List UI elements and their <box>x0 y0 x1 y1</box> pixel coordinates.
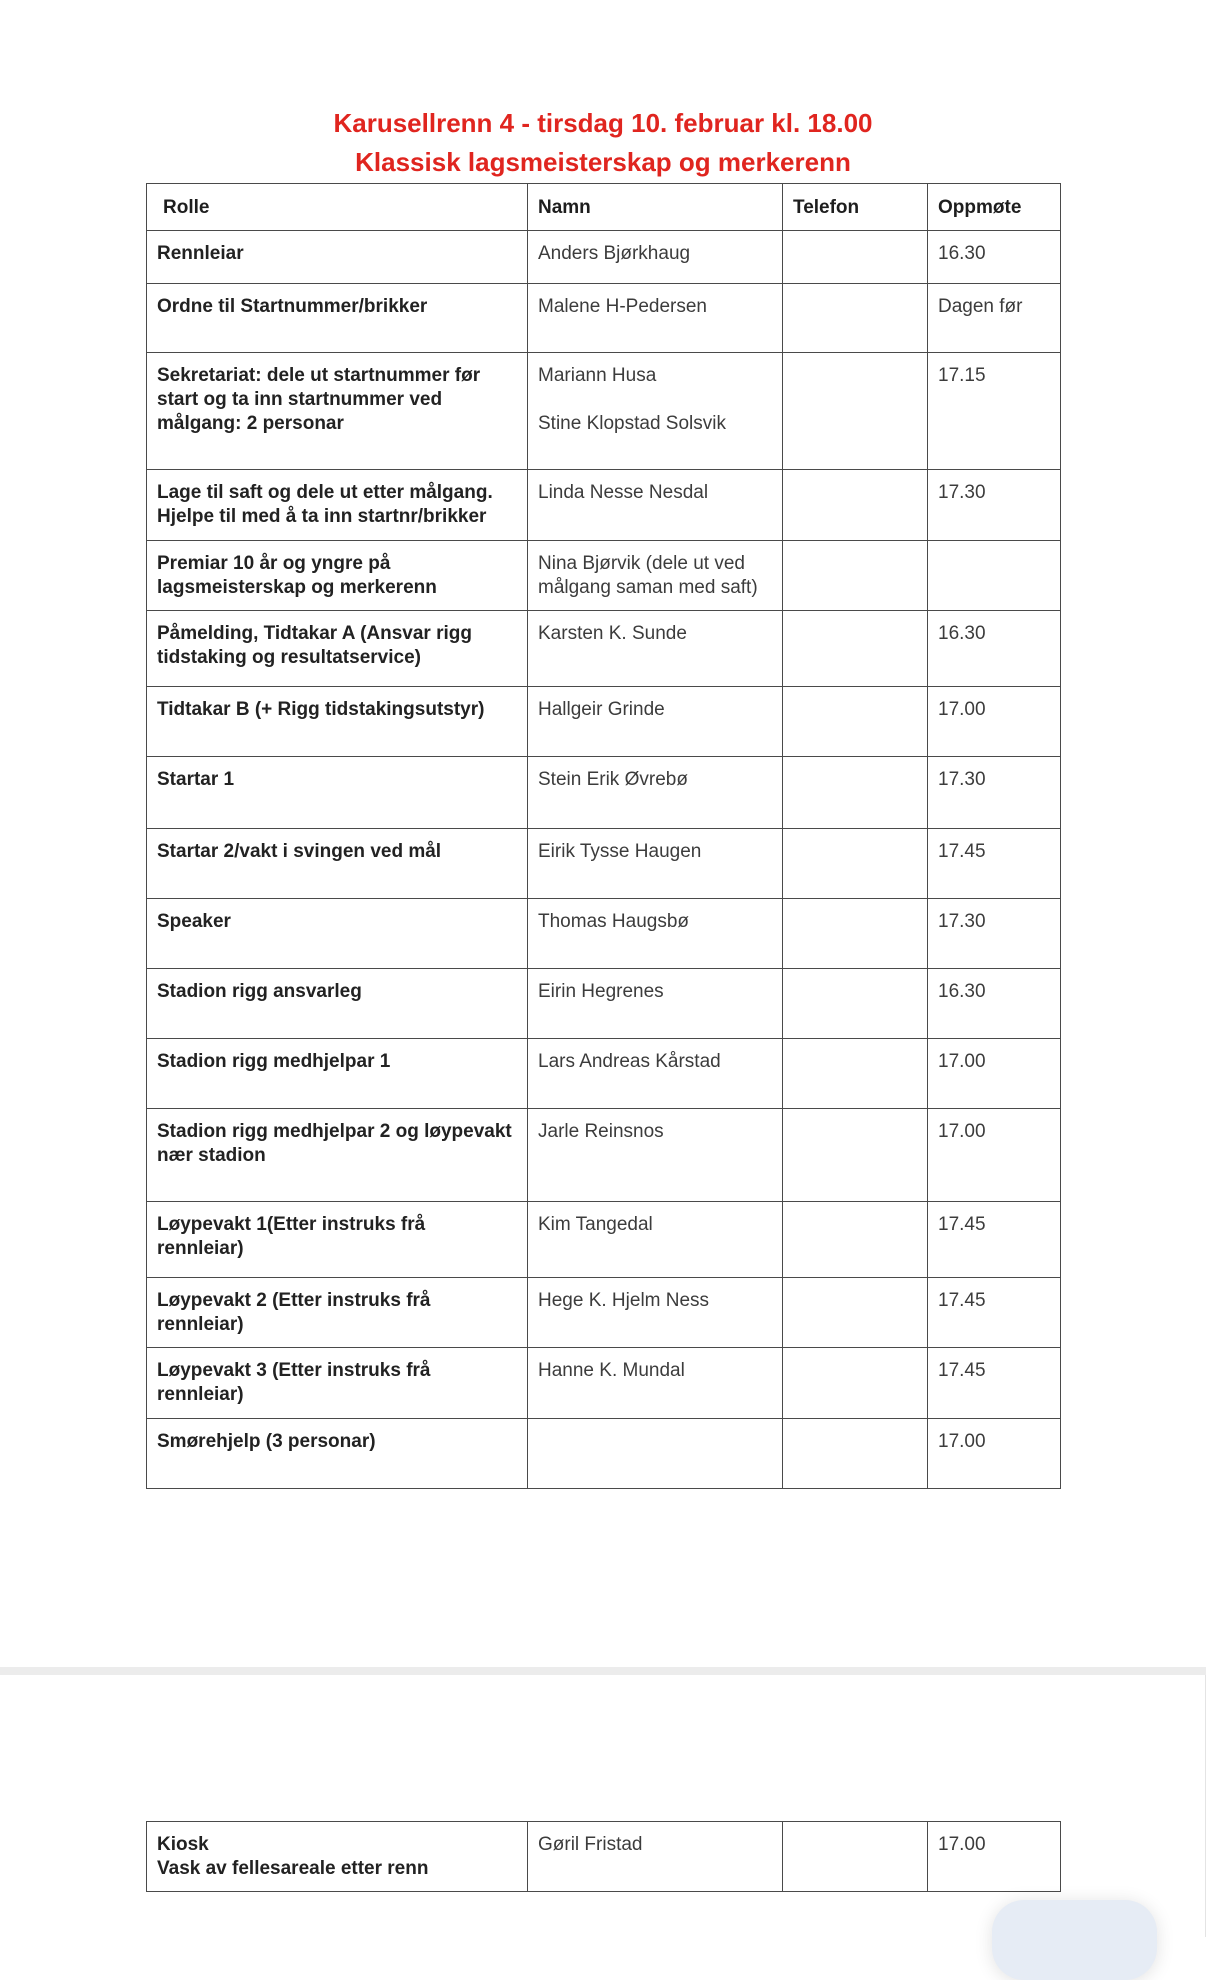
phone-cell <box>783 231 928 284</box>
role-cell: Stadion rigg medhjelpar 2 og løypevakt nær stadion <box>147 1109 528 1202</box>
table-row <box>147 1822 1061 1892</box>
table-row <box>147 1348 1061 1419</box>
role-cell: Premiar 10 år og yngre på lagsmeisterskap og merkerenn <box>147 541 528 611</box>
name-cell: Eirin Hegrenes <box>528 969 783 1039</box>
role-cell: Løypevakt 1(Etter instruks frå rennleiar) <box>147 1202 528 1278</box>
role-cell: Tidtakar B (+ Rigg tidstakingsutstyr) <box>147 687 528 757</box>
document-page-2 <box>0 1675 1206 1937</box>
phone-cell <box>783 284 928 353</box>
role-cell: Kiosk Vask av fellesareale etter renn <box>147 1822 528 1892</box>
name-cell: Kim Tangedal <box>528 1202 783 1278</box>
name-cell: Lars Andreas Kårstad <box>528 1039 783 1109</box>
phone-cell <box>783 1822 928 1892</box>
time-cell: 17.45 <box>928 1278 1061 1348</box>
role-cell: Rennleiar <box>147 231 528 284</box>
role-cell: Stadion rigg ansvarleg <box>147 969 528 1039</box>
role-cell: Startar 2/vakt i svingen ved mål <box>147 829 528 899</box>
time-cell: 17.00 <box>928 687 1061 757</box>
name-cell: Anders Bjørkhaug <box>528 231 783 284</box>
table-row <box>147 829 1061 899</box>
column-header-time: Oppmøte <box>928 184 1061 231</box>
phone-cell <box>783 353 928 470</box>
time-cell: 17.30 <box>928 757 1061 829</box>
name-cell: Nina Bjørvik (dele ut ved målgang saman med saft) <box>528 541 783 611</box>
name-cell: Eirik Tysse Haugen <box>528 829 783 899</box>
table-row <box>147 1109 1061 1202</box>
phone-cell <box>783 541 928 611</box>
name-cell: Gøril Fristad <box>528 1822 783 1892</box>
name-cell: Hallgeir Grinde <box>528 687 783 757</box>
table-row <box>147 969 1061 1039</box>
phone-cell <box>783 829 928 899</box>
role-cell: Ordne til Startnummer/brikker <box>147 284 528 353</box>
time-cell: 17.45 <box>928 829 1061 899</box>
role-cell: Stadion rigg medhjelpar 1 <box>147 1039 528 1109</box>
time-cell: 17.45 <box>928 1202 1061 1278</box>
time-cell: 16.30 <box>928 231 1061 284</box>
time-cell: 17.00 <box>928 1109 1061 1202</box>
phone-cell <box>783 1348 928 1419</box>
table-row <box>147 231 1061 284</box>
name-cell: Malene H-Pedersen <box>528 284 783 353</box>
phone-cell <box>783 470 928 541</box>
phone-cell <box>783 1109 928 1202</box>
page-separator <box>0 1667 1206 1675</box>
table-row <box>147 757 1061 829</box>
time-cell: 17.45 <box>928 1348 1061 1419</box>
role-cell: Løypevakt 3 (Etter instruks frå rennleiar) <box>147 1348 528 1419</box>
time-cell: 17.00 <box>928 1822 1061 1892</box>
table-header-row <box>147 184 1061 231</box>
name-cell: Karsten K. Sunde <box>528 611 783 687</box>
name-cell <box>528 1419 783 1489</box>
time-cell: 17.30 <box>928 899 1061 969</box>
role-cell: Speaker <box>147 899 528 969</box>
phone-cell <box>783 757 928 829</box>
phone-cell <box>783 1278 928 1348</box>
table-row <box>147 1039 1061 1109</box>
name-cell: Linda Nesse Nesdal <box>528 470 783 541</box>
name-cell: Hanne K. Mundal <box>528 1348 783 1419</box>
name-cell: Thomas Haugsbø <box>528 899 783 969</box>
column-header-phone: Telefon <box>783 184 928 231</box>
time-cell: 16.30 <box>928 969 1061 1039</box>
roster-table <box>146 183 1061 1489</box>
role-cell: Løypevakt 2 (Etter instruks frå rennleiar) <box>147 1278 528 1348</box>
table-row <box>147 284 1061 353</box>
document-title: Karusellrenn 4 - tirsdag 10. februar kl. 18.00 <box>333 108 873 138</box>
table-row <box>147 353 1061 470</box>
time-cell: 17.15 <box>928 353 1061 470</box>
table-row <box>147 687 1061 757</box>
table-row <box>147 541 1061 611</box>
phone-cell <box>783 611 928 687</box>
table-row <box>147 611 1061 687</box>
time-cell <box>928 541 1061 611</box>
time-cell: 17.00 <box>928 1419 1061 1489</box>
phone-cell <box>783 899 928 969</box>
column-header-role: Rolle <box>147 184 528 231</box>
column-header-name: Namn <box>528 184 783 231</box>
phone-cell <box>783 1039 928 1109</box>
table-row <box>147 899 1061 969</box>
table-row <box>147 1278 1061 1348</box>
time-cell: Dagen før <box>928 284 1061 353</box>
floating-action-button[interactable] <box>992 1900 1157 1980</box>
name-cell: Stein Erik Øvrebø <box>528 757 783 829</box>
phone-cell <box>783 1202 928 1278</box>
phone-cell <box>783 969 928 1039</box>
time-cell: 17.30 <box>928 470 1061 541</box>
name-cell: Jarle Reinsnos <box>528 1109 783 1202</box>
name-cell: Hege K. Hjelm Ness <box>528 1278 783 1348</box>
table-row <box>147 1419 1061 1489</box>
roster-table-continued <box>146 1821 1061 1892</box>
name-cell: Mariann Husa Stine Klopstad Solsvik <box>528 353 783 470</box>
phone-cell <box>783 1419 928 1489</box>
role-cell: Startar 1 <box>147 757 528 829</box>
time-cell: 17.00 <box>928 1039 1061 1109</box>
table-row <box>147 470 1061 541</box>
role-cell: Påmelding, Tidtakar A (Ansvar rigg tidstaking og resultatservice) <box>147 611 528 687</box>
table-row <box>147 1202 1061 1278</box>
time-cell: 16.30 <box>928 611 1061 687</box>
role-cell: Sekretariat: dele ut startnummer før start og ta inn startnummer ved målgang: 2 personar <box>147 353 528 470</box>
phone-cell <box>783 687 928 757</box>
role-cell: Lage til saft og dele ut etter målgang. Hjelpe til med å ta inn startnr/brikker <box>147 470 528 541</box>
document-subtitle: Klassisk lagsmeisterskap og merkerenn <box>355 147 851 177</box>
role-cell: Smørehjelp (3 personar) <box>147 1419 528 1489</box>
